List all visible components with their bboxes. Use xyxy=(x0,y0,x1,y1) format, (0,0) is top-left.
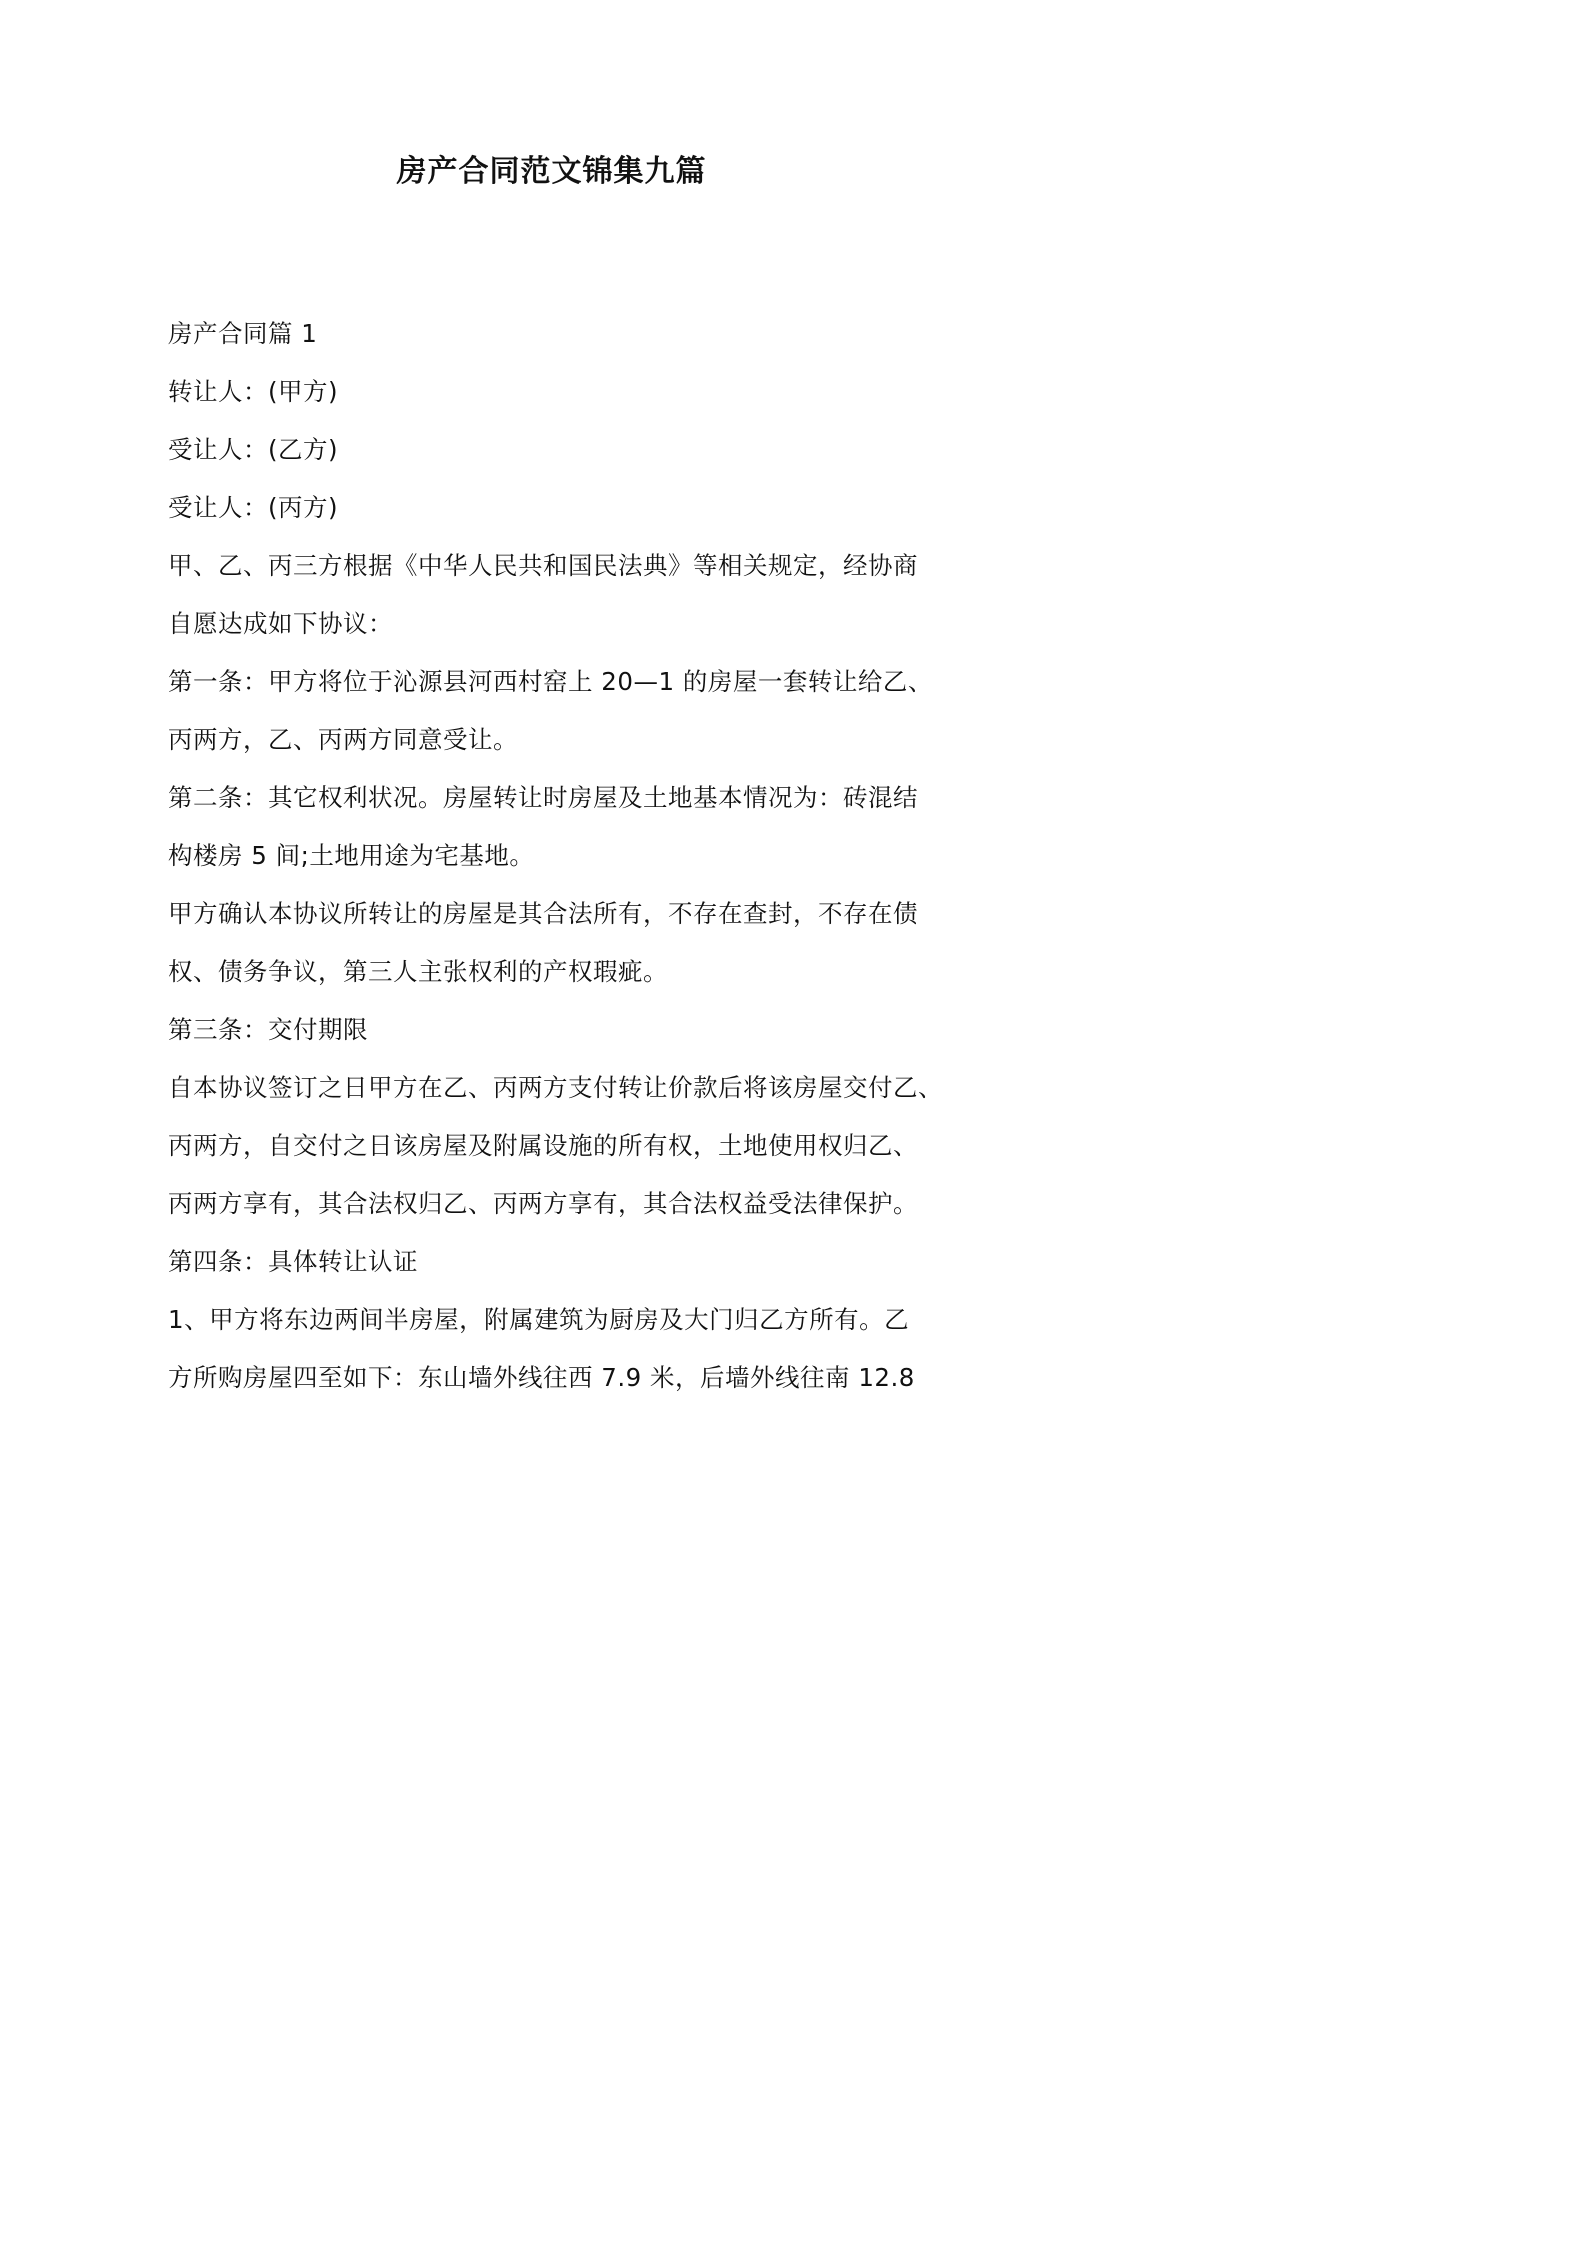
party-transferee-b: 受让人：(乙方) xyxy=(168,435,339,464)
paragraph-line: 丙两方，自交付之日该房屋及附属设施的所有权，土地使用权归乙、 xyxy=(168,1131,918,1160)
paragraph-line: 丙两方，乙、丙两方同意受让。 xyxy=(168,725,518,754)
paragraph-line: 自愿达成如下协议： xyxy=(168,609,393,638)
paragraph-line: 1、甲方将东边两间半房屋，附属建筑为厨房及大门归乙方所有。乙 xyxy=(168,1305,910,1334)
paragraph-line: 丙两方享有，其合法权归乙、丙两方享有，其合法权益受法律保护。 xyxy=(168,1189,918,1218)
document-title: 房产合同范文锦集九篇 xyxy=(396,154,707,189)
article-line: 第四条：具体转让认证 xyxy=(168,1247,418,1276)
article-line: 第二条：其它权利状况。房屋转让时房屋及土地基本情况为：砖混结 xyxy=(168,783,918,812)
paragraph-line: 自本协议签订之日甲方在乙、丙两方支付转让价款后将该房屋交付乙、 xyxy=(168,1073,943,1102)
paragraph-line: 甲、乙、丙三方根据《中华人民共和国民法典》等相关规定，经协商 xyxy=(168,551,918,580)
article-line: 第三条：交付期限 xyxy=(168,1015,368,1044)
party-transferor: 转让人：(甲方) xyxy=(168,377,339,406)
article-line: 第一条：甲方将位于沁源县河西村窑上 20—1 的房屋一套转让给乙、 xyxy=(168,667,933,696)
document-body xyxy=(168,318,968,1420)
paragraph-line: 甲方确认本协议所转让的房屋是其合法所有，不存在查封，不存在债 xyxy=(168,899,918,928)
section-heading: 房产合同篇 1 xyxy=(168,319,318,348)
paragraph-line: 构楼房 5 间;土地用途为宅基地。 xyxy=(168,841,535,870)
paragraph-line: 权、债务争议，第三人主张权利的产权瑕疵。 xyxy=(168,957,668,986)
paragraph-line: 方所购房屋四至如下：东山墙外线往西 7.9 米，后墙外线往南 12.8 xyxy=(168,1363,915,1392)
document-page xyxy=(0,0,1103,1560)
party-transferee-c: 受让人：(丙方) xyxy=(168,493,339,522)
